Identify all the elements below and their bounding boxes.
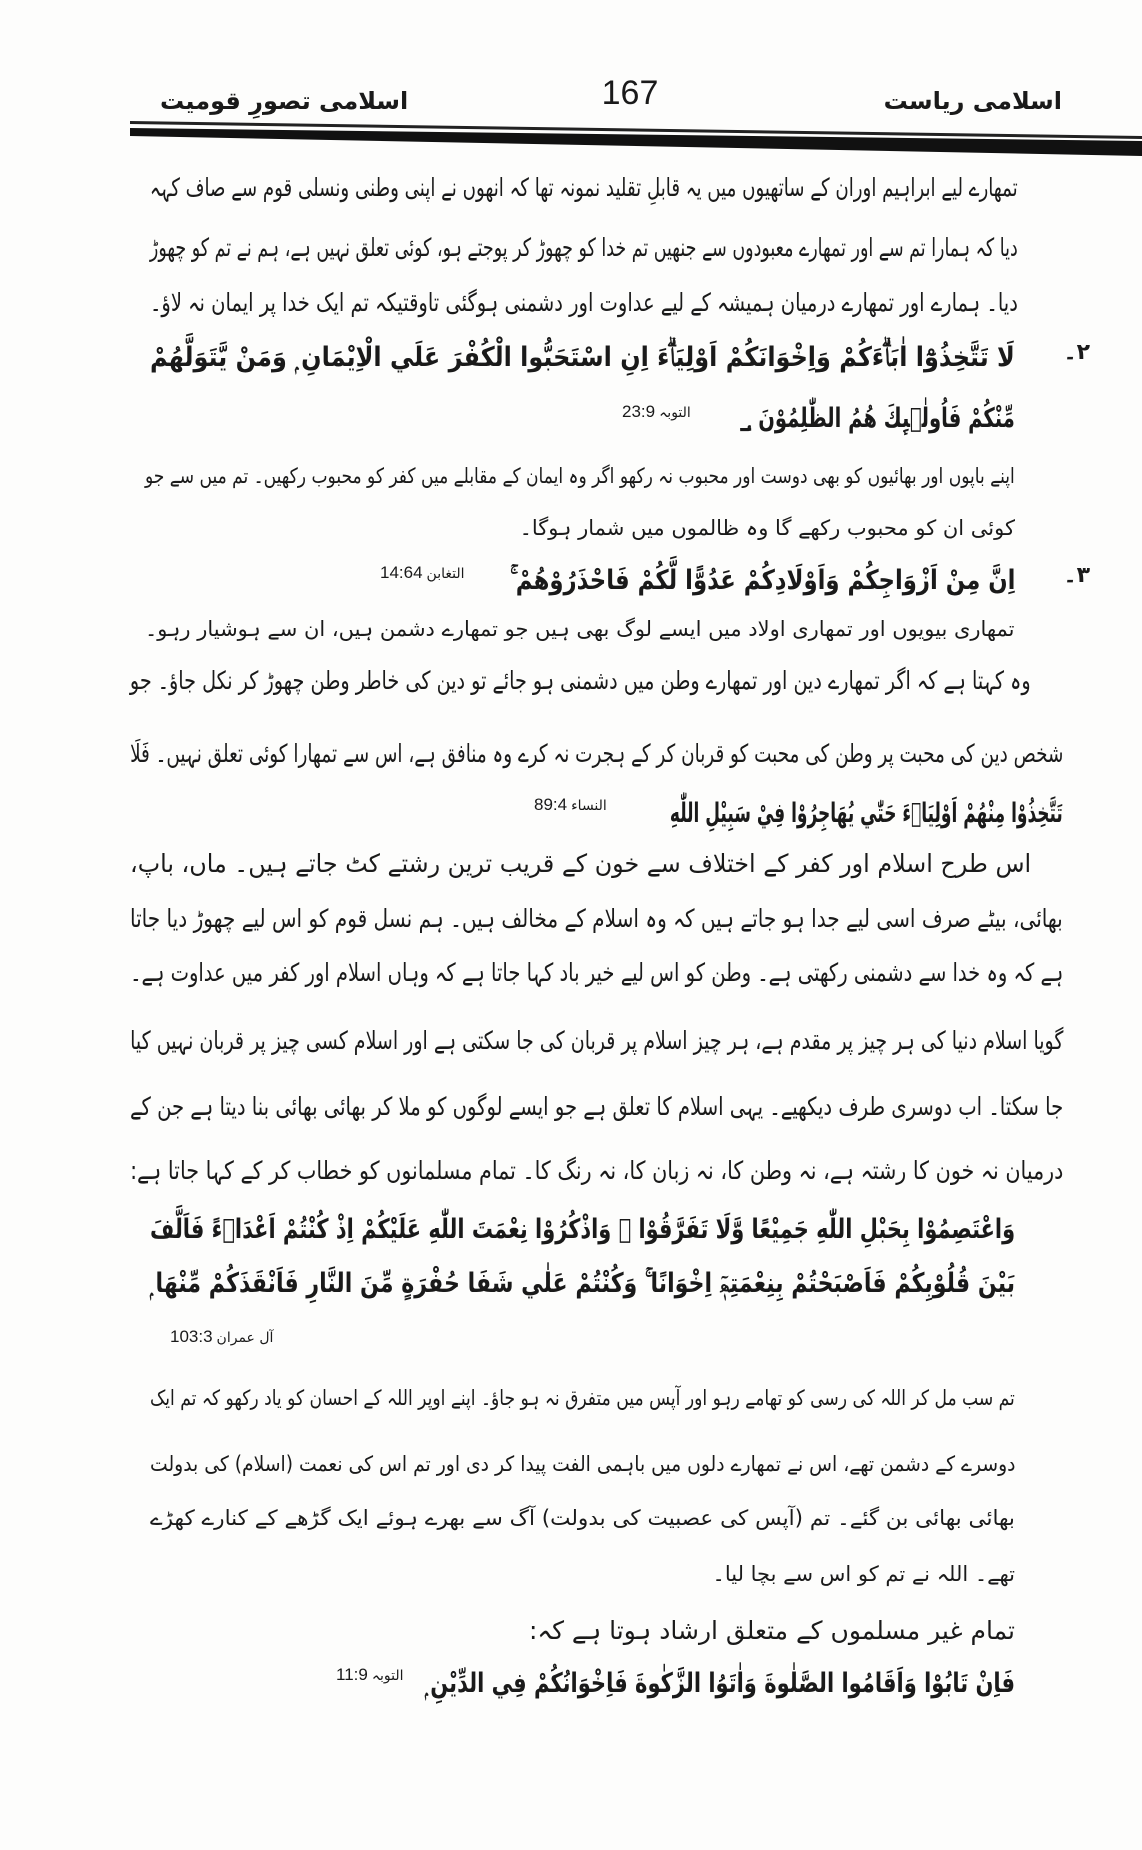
quran-verse-line: اِنَّ مِنْ اَزْوَاجِكُمْ وَاَوْلَادِكُمْ عَدُوًّا لَّكُمْ فَاحْذَرُوْهُمْ ۚ [509, 565, 1015, 596]
page-number: 167 [601, 74, 659, 112]
item-number: ۲۔ [1063, 340, 1090, 365]
paragraph-line: گویا اسلام دنیا کی ہر چیز پر مقدم ہے، ہر چیز اسلام پر قربان کی جا سکتی ہے اور اسلام کسی چیز پر قربان نہیں کیا [129, 1026, 1063, 1055]
verse-reference: التوبہ11:9 [336, 1665, 404, 1684]
translation-line: کوئی ان کو محبوب رکھے گا وہ ظالموں میں شمار ہوگا۔ [519, 516, 1015, 540]
paragraph-line: ہے کہ وہ خدا سے دشمنی رکھتی ہے۔ وطن کو اس لیے خیر باد کہا جاتا ہے کہ وہاں اسلام اور کفر میں عداوت ہے۔ [129, 958, 1063, 987]
paragraph-line: بھائی، بیٹے صرف اسی لیے جدا ہو جاتے ہیں کہ وہ اسلام کے مخالف ہیں۔ ہم نسل قوم کو اس لیے چھوڑ دیا جاتا [130, 904, 1063, 933]
quran-verse-line: فَاِنْ تَابُوْا وَاَقَامُوا الصَّلٰوةَ وَاٰتَوُا الزَّكٰوةَ فَاِخْوَانُكُمْ فِي الدِّيْنِ ۭ [424, 1668, 1015, 1699]
running-title-left: اسلامی تصورِ قومیت [160, 87, 409, 115]
header-rule [0, 0, 1142, 170]
translation-line: تمھاری بیویوں اور تمھاری اولاد میں ایسے لوگ بھی ہیں جو تمھارے دشمن ہیں، ان سے ہوشیار رہو۔ [145, 617, 1015, 641]
quran-verse-line: لَا تَتَّخِذُوْٓا اٰبَاۗءَكُمْ وَاِخْوَانَكُمْ اَوْلِيَاۗءَ اِنِ اسْتَحَبُّوا الْكُفْرَ عَلَي الْاِيْمَانِ ۭ وَمَنْ يَّتَوَلَّهُمْ [150, 342, 1015, 373]
paragraph-line: تمھارے لیے ابراہیم اوران کے ساتھیوں میں یہ قابلِ تقلید نمونہ تھا کہ انھوں نے اپنی وطنی ونسلی قوم سے صاف کہہ [150, 173, 1018, 202]
verse-reference: التوبہ23:9 [622, 402, 691, 421]
paragraph-line: دیا کہ ہمارا تم سے اور تمھارے معبودوں سے جنھیں تم خدا کو چھوڑ کر پوجتے ہو، کوئی تعلق نہیں ہے، ہم نے تم کو چھوڑ [150, 233, 1018, 262]
translation-line: دوسرے کے دشمن تھے، اس نے تمھارے دلوں میں باہمی الفت پیدا کر دی اور تم اس کی نعمت (اسلام) کی بدولت [149, 1452, 1015, 1476]
translation-line: اپنے باپوں اور بھائیوں کو بھی دوست اور محبوب نہ رکھو اگر وہ ایمان کے مقابلے میں کفر کو محبوب رکھیں۔ تم میں سے جو [145, 464, 1015, 488]
quran-verse-line: وَاعْتَصِمُوْا بِحَبْلِ اللّٰهِ جَمِيْعًا وَّلَا تَفَرَّقُوْا ۠ وَاذْكُرُوْا نِعْمَتَ اللّٰهِ عَلَيْكُمْ اِذْ كُنْتُمْ اَعْدَاۗءً فَاَلَّفَ [149, 1214, 1015, 1245]
quran-verse-line: تَتَّخِذُوْا مِنْهُمْ اَوْلِيَاۗءَ حَتّٰي يُهَاجِرُوْا فِيْ سَبِيْلِ اللّٰهِ [670, 798, 1063, 829]
item-number: ۳۔ [1063, 563, 1090, 588]
quran-verse-line: مِّنْكُمْ فَاُولٰۗىِٕكَ هُمُ الظّٰلِمُوْنَ ؀ [740, 403, 1015, 434]
quran-verse-line: بَيْنَ قُلُوْبِكُمْ فَاَصْبَحْتُمْ بِنِعْمَتِھٖٓ اِخْوَانًا ۚ وَكُنْتُمْ عَلٰي شَفَا حُفْرَةٍ مِّنَ النَّارِ فَاَنْقَذَكُمْ مِّنْهَا ۭ [149, 1268, 1015, 1299]
paragraph-line: شخص دین کی محبت پر وطن کی محبت کو قربان کر کے ہجرت نہ کرے وہ منافق ہے، اس سے تمھارا کوئی تعلق نہیں۔ فَلَا [129, 739, 1063, 768]
paragraph-line: اس طرح اسلام اور کفر کے اختلاف سے خون کے قریب ترین رشتے کٹ جاتے ہیں۔ ماں، باپ، [129, 849, 1031, 878]
translation-line: تم سب مل کر اللہ کی رسی کو تھامے رہو اور آپس میں متفرق نہ ہو جاؤ۔ اپنے اوپر اللہ کے احسان کو یاد رکھو کہ تم ایک [150, 1386, 1015, 1410]
verse-reference: آل عمران103:3 [170, 1327, 274, 1346]
paragraph-line: درمیان نہ خون کا رشتہ ہے، نہ وطن کا، نہ زبان کا، نہ رنگ کا۔ تمام مسلمانوں کو خطاب کر کے کہا جاتا ہے: [129, 1156, 1063, 1185]
verse-reference: التغابن14:64 [380, 563, 465, 582]
running-title-right: اسلامی ریاست [883, 87, 1062, 115]
paragraph-line: تمام غیر مسلموں کے متعلق ارشاد ہوتا ہے کہ: [529, 1616, 1015, 1645]
paragraph-line: جا سکتا۔ اب دوسری طرف دیکھیے۔ یہی اسلام کا تعلق ہے جو ایسے لوگوں کو ملا کر بھائی بھائی بنا دیتا ہے جن کے [129, 1092, 1063, 1121]
paragraph-line: دیا۔ ہمارے اور تمھارے درمیان ہمیشہ کے لیے عداوت اور دشمنی ہوگئی تاوقتیکہ تم ایک خدا پر ایمان نہ لاؤ۔ [150, 288, 1018, 317]
verse-reference: النساء89:4 [534, 795, 607, 814]
paragraph-line: وہ کہتا ہے کہ اگر تمھارے دین اور تمھارے وطن میں دشمنی ہو جائے تو دین کی خاطر وطن چھوڑ کر نکل جاؤ۔ جو [130, 666, 1031, 695]
translation-line: بھائی بھائی بن گئے۔ تم (آپس کی عصبیت کی بدولت) آگ سے بھرے ہوئے ایک گڑھے کے کنارے کھڑے [150, 1506, 1015, 1530]
translation-line: تھے۔ اللہ نے تم کو اس سے بچا لیا۔ [712, 1562, 1015, 1586]
